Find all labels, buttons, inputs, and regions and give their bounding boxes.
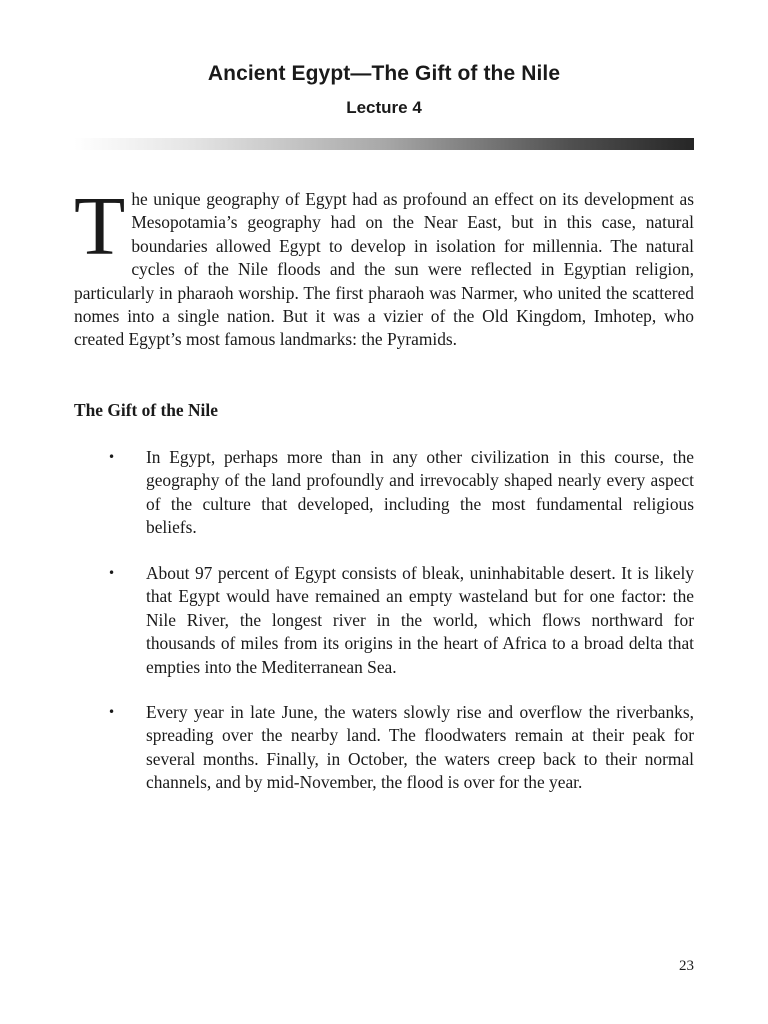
bullet-icon: • (108, 566, 116, 580)
intro-paragraph (74, 180, 694, 352)
bullet-icon: • (108, 450, 116, 464)
bullet-icon: • (108, 705, 116, 719)
lecture-subtitle: Lecture 4 (346, 98, 422, 117)
section-heading: The Gift of the Nile (74, 400, 218, 420)
intro-text: he unique geography of Egypt had as profound an effect on its development as Mesopotamia’s geography had on the Near East, but in this case, natural boundaries allowed Egypt to develop in isolation for millennia. The natural cycles of the Nile floods and the sun were reflected in Egyptian religion, particularly in pharaoh worship. The first pharaoh was Narmer, who united the scattered nomes into a single nation. But it was a vizier of the Old Kingdom, Imhotep, who created Egypt’s most famous landmarks: the Pyramids. (74, 189, 694, 350)
list-item-text: About 97 percent of Egypt consists of bleak, uninhabitable desert. It is likely that Egypt would have remained an empty wasteland but for one factor: the Nile River, the longest river in the world, which flows northward for thousands of miles from its origins in the heart of Africa to a broad delta that empties into the Mediterranean Sea. (146, 563, 694, 677)
list-item-text: Every year in late June, the waters slowly rise and overflow the riverbanks, spreading over the nearby land. The floodwaters remain at their peak for several months. Finally, in October, the waters creep back to their normal channels, and by mid-November, the flood is over for the year. (146, 702, 694, 793)
list-item-text: In Egypt, perhaps more than in any other civilization in this course, the geography of the land profoundly and irrevocably shaped nearly every aspect of the culture that developed, including the most fundamental religious beliefs. (146, 447, 694, 538)
gradient-divider (74, 138, 694, 150)
drop-cap: T (74, 180, 126, 273)
page-title: Ancient Egypt—The Gift of the Nile (207, 62, 561, 85)
page-number: 23 (679, 958, 694, 974)
